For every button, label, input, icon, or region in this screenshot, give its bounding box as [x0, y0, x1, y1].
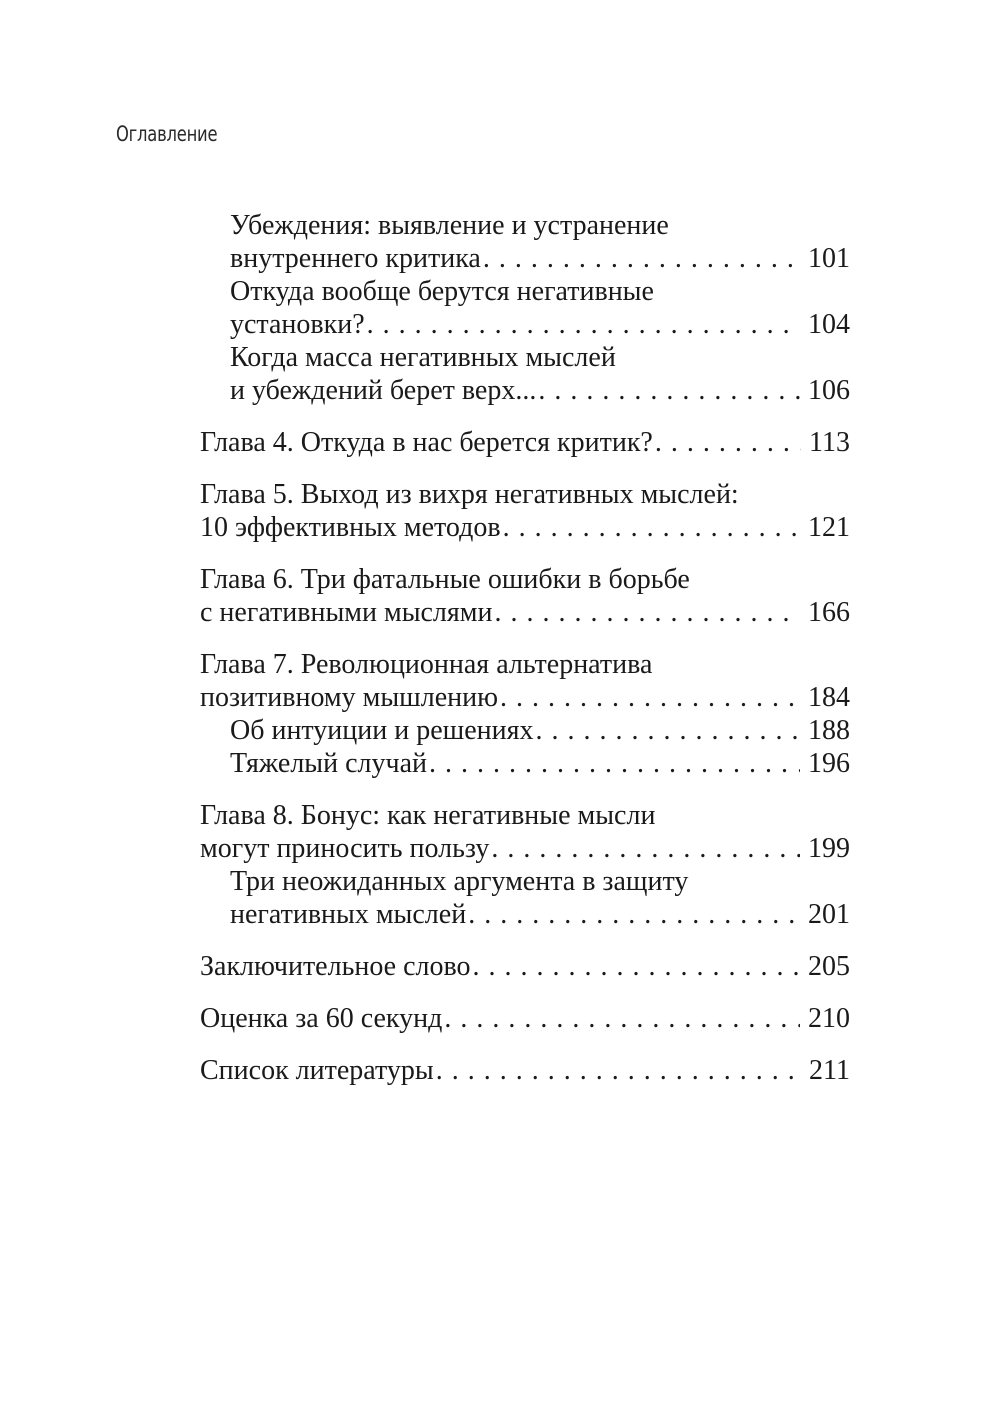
dot-leader — [429, 747, 800, 780]
toc-entry-chapter-7[interactable] — [200, 648, 850, 714]
toc-entry-negative-attitudes[interactable] — [200, 275, 850, 341]
dot-leader — [538, 374, 800, 407]
toc-entry-title-last: и убеждений берет верх... — [230, 375, 537, 406]
toc-entry-title-last: внутреннего критика — [230, 243, 481, 274]
toc-entry-title-last: Список литературы — [200, 1055, 434, 1086]
toc-page-number: 196 — [808, 748, 850, 779]
dot-leader — [491, 832, 800, 865]
dot-leader — [536, 714, 801, 747]
toc-entry-intuition[interactable] — [200, 714, 850, 747]
running-head: Оглавление — [116, 122, 218, 146]
dot-leader — [367, 308, 800, 341]
toc-entry-60-seconds[interactable] — [200, 1002, 850, 1035]
toc-entry-chapter-4[interactable] — [200, 426, 850, 459]
toc-page-number: 199 — [808, 833, 850, 864]
toc-entry-title-line: Глава 7. Революционная альтернатива — [200, 649, 653, 680]
toc-entry-bibliography[interactable] — [200, 1054, 850, 1087]
dot-leader — [473, 950, 800, 983]
toc-entry-chapter-8[interactable] — [200, 799, 850, 865]
dot-leader — [483, 242, 800, 275]
toc-entry-title-last: 10 эффективных методов — [200, 512, 501, 543]
toc-page-number: 205 — [808, 951, 850, 982]
toc-entry-chapter-6[interactable] — [200, 563, 850, 629]
toc-page-number: 211 — [809, 1055, 850, 1086]
toc-entry-title-last: позитивному мышлению — [200, 682, 499, 713]
toc-entry-conclusion[interactable] — [200, 950, 850, 983]
table-of-contents — [200, 209, 850, 1087]
toc-page-number: 188 — [808, 715, 850, 746]
toc-page-number: 113 — [809, 427, 850, 458]
dot-leader — [468, 898, 800, 931]
dot-leader — [655, 426, 801, 459]
dot-leader — [503, 511, 800, 544]
toc-page-number: 101 — [808, 243, 850, 274]
toc-page-number: 106 — [808, 375, 850, 406]
toc-page-number: 210 — [808, 1003, 850, 1034]
toc-entry-mass-of-thoughts[interactable] — [200, 341, 850, 407]
toc-entry-beliefs[interactable] — [200, 209, 850, 275]
toc-entry-title-last: установки? — [230, 309, 365, 340]
toc-entry-title-last: Тяжелый случай — [230, 748, 427, 779]
toc-entry-title-last: Глава 4. Откуда в нас берется критик? — [200, 427, 653, 458]
toc-entry-title-last: могут приносить пользу — [200, 833, 490, 864]
toc-entry-title-last: Заключительное слово — [200, 951, 471, 982]
toc-entry-chapter-5[interactable] — [200, 478, 850, 544]
toc-entry-title-line: Откуда вообще берутся негативные — [230, 276, 654, 307]
toc-entry-title-line: Глава 5. Выход из вихря негативных мыслей: — [200, 479, 739, 510]
toc-entry-title-line: Убеждения: выявление и устранение — [230, 210, 669, 241]
toc-page-number: 201 — [808, 899, 850, 930]
toc-page-number: 121 — [808, 512, 850, 543]
dot-leader — [494, 596, 800, 629]
toc-page-number: 104 — [808, 309, 850, 340]
dot-leader — [500, 681, 800, 714]
toc-entry-title-last: с негативными мыслями — [200, 597, 493, 628]
toc-entry-title-line: Три неожиданных аргумента в защиту — [230, 866, 689, 897]
toc-page-number: 166 — [808, 597, 850, 628]
toc-page-number: 184 — [808, 682, 850, 713]
toc-entry-title-last: негативных мыслей — [230, 899, 467, 930]
toc-entry-hard-case[interactable] — [200, 747, 850, 780]
dot-leader — [436, 1054, 801, 1087]
toc-entry-title-last: Об интуиции и решениях — [230, 715, 534, 746]
toc-entry-title-line: Глава 6. Три фатальные ошибки в борьбе — [200, 564, 690, 595]
toc-entry-title-last: Оценка за 60 секунд — [200, 1003, 443, 1034]
toc-entry-three-arguments[interactable] — [200, 865, 850, 931]
toc-entry-title-line: Глава 8. Бонус: как негативные мысли — [200, 800, 656, 831]
toc-entry-title-line: Когда масса негативных мыслей — [230, 342, 616, 373]
dot-leader — [444, 1002, 800, 1035]
